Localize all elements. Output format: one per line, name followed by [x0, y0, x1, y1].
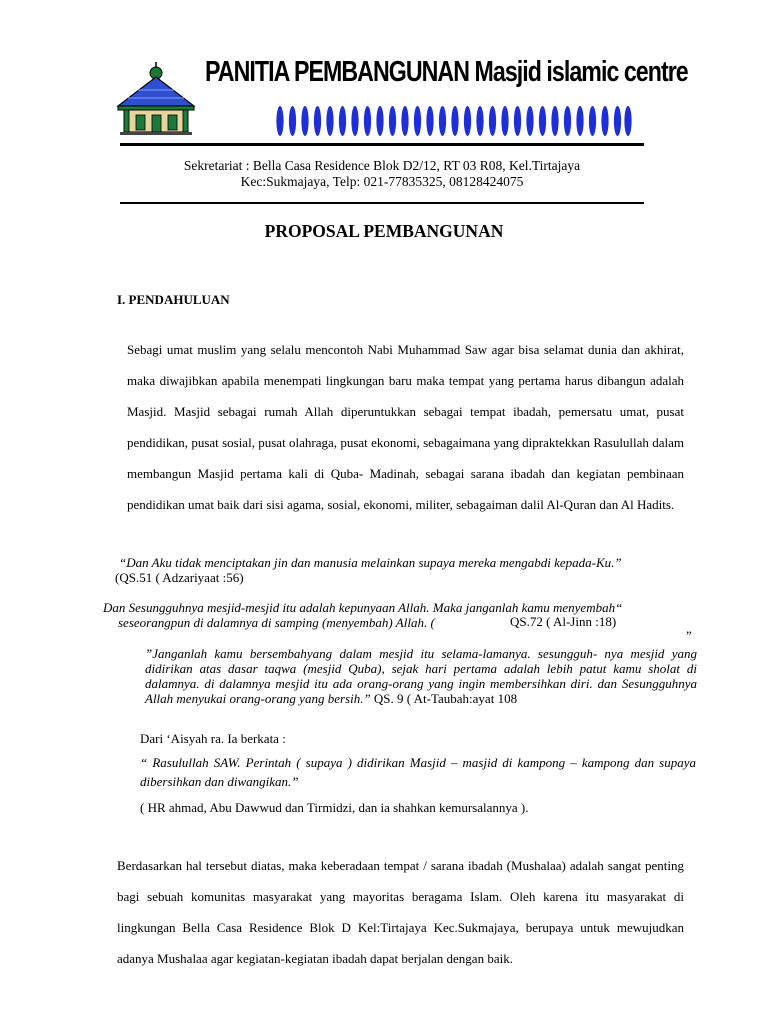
hadith-intro: Dari ‘Aisyah ra. Ia berkata : — [140, 731, 286, 746]
closing-paragraph: Berdasarkan hal tersebut diatas, maka keberadaan tempat / sarana ibadah (Mushalaa) adalah sangat penting bagi sebuah komunitas masyarakat yang mayoritas beragama Islam. Oleh karena itu masyarakat di lingkungan Bella Casa Residence Blok D Kel:Tirtajaya Kec.Sukmajaya, berupaya untuk mewujudkan adanya Mushalaa agar kegiatan-kegiatan ibadah dapat berjalan dengan baik. — [117, 858, 684, 966]
quote-2-reference: QS.72 ( Al-Jinn :18) — [510, 614, 617, 629]
org-title: PANITIA PEMBANGUNAN Masjid islamic centre — [205, 56, 688, 88]
quote-1: “Dan Aku tidak menciptakan jin dan manusia melainkan supaya mereka mengabdi kepada-Ku.” — [119, 555, 622, 570]
address-line-1: Sekretariat : Bella Casa Residence Blok D2/12, RT 03 R08, Kel.Tirtajaya — [183, 158, 581, 173]
address-line-2: Kec:Sukmajaya, Telp: 021-77835325, 08128424075 — [240, 174, 524, 189]
address-block — [120, 158, 644, 190]
intro-paragraph: Sebagi umat muslim yang selalu mencontoh Nabi Muhammad Saw agar bisa selamat dunia dan akhirat, maka diwajibkan apabila menempati lingkungan baru maka tempat yang pertama harus dibangun adalah Masjid. Masjid sebagai rumah Allah diperuntukkan sebagai tempat ibadah, pemersatu umat, pusat pendidikan, pusat sosial, pusat olahraga, pusat ekonomi, sebagaimana yang dipraktekkan Rasulullah dalam membangun Masjid pertama kali di Quba- Madinah, sebagai sarana ibadah dan kegiatan pembinaan pendidikan umat baik dari sisi agama, sosial, ekonomi, militer, sebagaiman dalil Al-Quran dan Al Hadits. — [127, 342, 684, 512]
decorative-dots-icon — [276, 104, 632, 138]
quote-2-line-1: Dan Sesungguhnya mesjid-mesjid itu adalah kepunyaan Allah. Maka janganlah kamu menyembah“ — [103, 600, 623, 615]
hadith-text: “ Rasulullah SAW. Perintah ( supaya ) didirikan Masjid – masjid di kampong – kampong dan supaya dibersihkan dan diwangikan.” — [140, 755, 696, 789]
quote-2-line-2: seseorangpun di dalamnya di samping (menyembah) Allah. ( — [118, 615, 435, 630]
mosque-logo-icon — [116, 62, 198, 136]
quote-3-reference: QS. 9 ( At-Taubah:ayat 108 — [370, 691, 518, 706]
address-divider — [120, 202, 644, 204]
quote-1-reference: (QS.51 ( Adzariyaat :56) — [115, 570, 244, 585]
quote-3-text: ”Janganlah kamu bersembahyang dalam mesjid itu selama-lamanya. sesungguh- nya mesjid yang didirikan atas dasar taqwa (mesjid Quba), sejak hari pertama adalah lebih patut kamu sholat di dalamnya. di dalamnya mesjid itu ada orang-orang yang ingin membersihkan diri. dan Sesungguhnya Allah menyukai orang-orang yang bersih.” — [145, 646, 697, 706]
hadith-reference: ( HR ahmad, Abu Dawwud dan Tirmidzi, dan ia shahkan kemursalannya ). — [140, 800, 529, 815]
section-heading: I. PENDAHULUAN — [117, 292, 230, 307]
header-divider — [120, 143, 644, 146]
document-title: PROPOSAL PEMBANGUNAN — [264, 221, 504, 241]
quote-3 — [145, 646, 697, 706]
quote-2-close-mark: ” — [686, 628, 692, 643]
